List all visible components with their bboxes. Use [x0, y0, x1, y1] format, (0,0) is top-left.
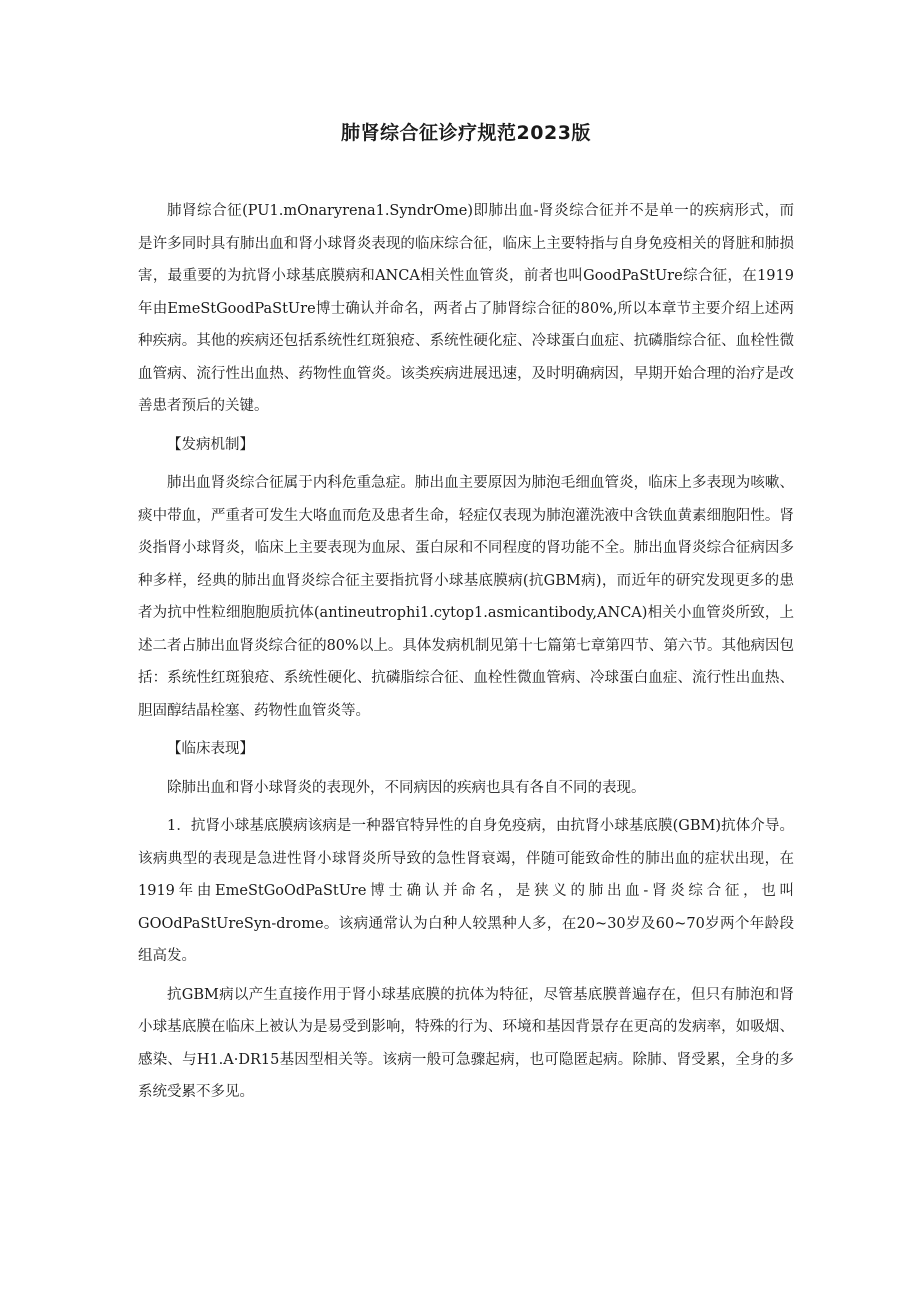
- document-title: 肺肾综合征诊疗规范2023版: [341, 122, 591, 144]
- clinical-paragraph-2: 1．抗肾小球基底膜病该病是一种器官特异性的自身免疫病，由抗肾小球基底膜(GBM)抗体介导。该病典型的表现是急进性肾小球肾炎所导致的急性肾衰竭，伴随可能致命性的肺出血的症状出现，在1919年由EmeStGoOdPaStUre博士确认并命名，是狭义的肺出血-肾炎综合征，也叫GOOdPaStUreSyn-drome。该病通常认为白种人较黑种人多，在20~30岁及60~70岁两个年龄段组高发。: [138, 818, 794, 964]
- section-heading-pathogenesis: 【发病机制】: [167, 436, 254, 453]
- pathogenesis-paragraph: 肺出血肾炎综合征属于内科危重急症。肺出血主要原因为肺泡毛细血管炎，临床上多表现为咳嗽、痰中带血，严重者可发生大咯血而危及患者生命，轻症仅表现为肺泡灌洗液中含铁血黄素细胞阳性。肾炎指肾小球肾炎，临床上主要表现为血尿、蛋白尿和不同程度的肾功能不全。肺出血肾炎综合征病因多种多样，经典的肺出血肾炎综合征主要指抗肾小球基底膜病(抗GBM病)，而近年的研究发现更多的患者为抗中性粒细胞胞质抗体(antineutrophi1.cytop1.asmicantibody,ANCA)相关小血管炎所致，上述二者占肺出血肾炎综合征的80%以上。具体发病机制见第十七篇第七章第四节、第六节。其他病因包括：系统性红斑狼疮、系统性硬化、抗磷脂综合征、血栓性微血管病、冷球蛋白血症、流行性出血热、胆固醇结晶栓塞、药物性血管炎等。: [138, 475, 794, 719]
- clinical-paragraph-3: 抗GBM病以产生直接作用于肾小球基底膜的抗体为特征，尽管基底膜普遍存在，但只有肺泡和肾小球基底膜在临床上被认为是易受到影响，特殊的行为、环境和基因背景存在更高的发病率，如吸烟、感染、与H1.A·DR15基因型相关等。该病一般可急骤起病，也可隐匿起病。除肺、肾受累，全身的多系统受累不多见。: [138, 986, 794, 1100]
- clinical-paragraph-1: 除肺出血和肾小球肾炎的表现外，不同病因的疾病也具有各自不同的表现。: [167, 779, 646, 796]
- document-page: [138, 118, 794, 1109]
- section-heading-clinical: 【临床表现】: [167, 741, 254, 757]
- intro-paragraph: 肺肾综合征(PU1.mOnaryrena1.SyndrOme)即肺出血-肾炎综合征并不是单一的疾病形式，而是许多同时具有肺出血和肾小球肾炎表现的临床综合征，临床上主要特指与自身免疫相关的肾脏和肺损害，最重要的为抗肾小球基底膜病和ANCA相关性血管炎，前者也叫GoodPaStUre综合征，在1919年由EmeStGoodPaStUre博士确认并命名，两者占了肺肾综合征的80%,所以本章节主要介绍上述两种疾病。其他的疾病还包括系统性红斑狼疮、系统性硬化症、冷球蛋白血症、抗磷脂综合征、血栓性微血管病、流行性出血热、药物性血管炎。该类疾病进展迅速，及时明确病因，早期开始合理的治疗是改善患者预后的关键。: [138, 203, 794, 414]
